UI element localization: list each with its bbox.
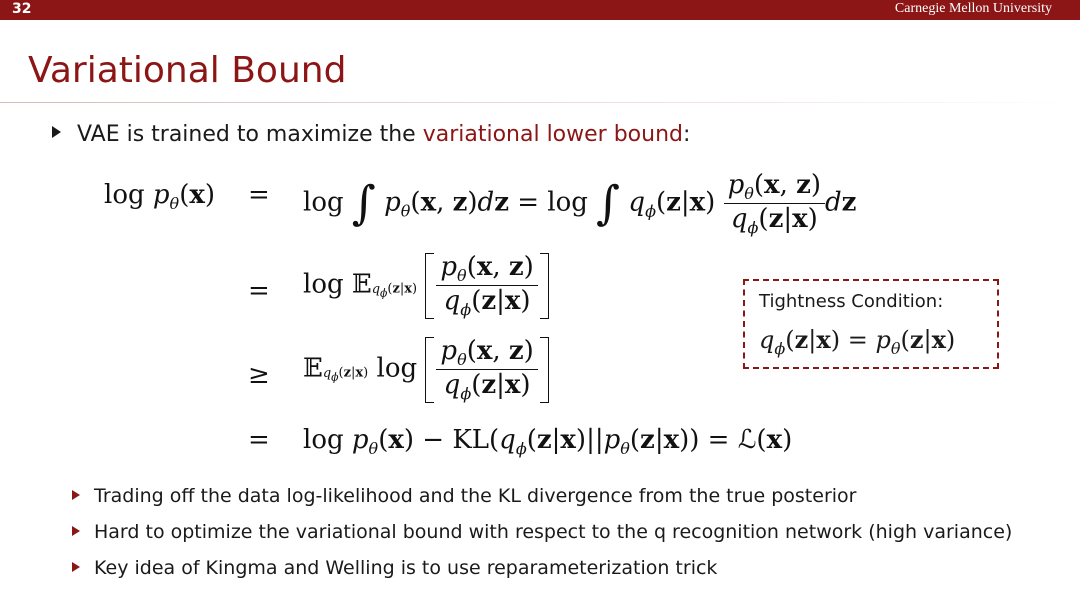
equation-lhs: $\log p_\theta(x)$ bbox=[104, 180, 216, 213]
bullet-triangle-icon bbox=[72, 490, 80, 500]
equation-relation-2: = bbox=[248, 276, 270, 306]
title-divider bbox=[0, 102, 1080, 103]
list-item-text: Trading off the data log-likelihood and the KL divergence from the true posterior bbox=[94, 485, 857, 507]
main-bullet-highlight: variational lower bound bbox=[422, 122, 683, 147]
slide-title: Variational Bound bbox=[28, 50, 347, 91]
equation-line-2: log 𝔼q$_\phi$(z|x) $\frac{p_\theta(x, z)}{q_\phi(z|x)}$ bbox=[303, 252, 549, 319]
main-bullet-text: VAE is trained to maximize the bbox=[77, 122, 423, 147]
list-item bbox=[72, 484, 1012, 520]
equation-line-4: $\log p_\theta(x) - KL(q_\phi(z|x)||p_\theta(z|x))$ = ℒ(x) bbox=[303, 425, 793, 458]
bullet-triangle-icon bbox=[52, 126, 61, 138]
university-name: Carnegie Mellon University bbox=[894, 1, 1052, 16]
tightness-condition-box bbox=[743, 279, 999, 369]
list-item bbox=[72, 556, 1012, 592]
list-item-text: Key idea of Kingma and Welling is to use reparameterization trick bbox=[94, 557, 718, 579]
list-item bbox=[72, 520, 1012, 556]
equation-relation-1: = bbox=[248, 180, 270, 210]
equation-relation-3: ≥ bbox=[248, 360, 270, 390]
list-item-text: Hard to optimize the variational bound with respect to the q recognition network (high variance) bbox=[94, 521, 1013, 543]
page-number: 32 bbox=[12, 1, 32, 17]
sub-bullet-list bbox=[72, 484, 1012, 592]
main-bullet-suffix: : bbox=[683, 122, 691, 147]
tightness-label: Tightness Condition: bbox=[759, 291, 944, 312]
tightness-equation: $q_\phi(z|x) = p_\theta(z|x)$ bbox=[759, 325, 956, 358]
equation-line-1: log ∫ $p_\theta(x$, z)dz = log ∫ $q_\phi(z|x)$ $\frac{p_\theta(x, z)}{q_\phi(z|x)}$ dz bbox=[303, 170, 857, 237]
bullet-triangle-icon bbox=[72, 526, 80, 536]
main-bullet bbox=[52, 122, 690, 147]
equation-relation-4: = bbox=[248, 425, 270, 455]
bullet-triangle-icon bbox=[72, 562, 80, 572]
header-bar bbox=[0, 0, 1080, 20]
equation-line-3: 𝔼q$_\phi$(z|x) log $\frac{p_\theta(x, z)}{q_\phi(z|x)}$ bbox=[303, 336, 549, 403]
